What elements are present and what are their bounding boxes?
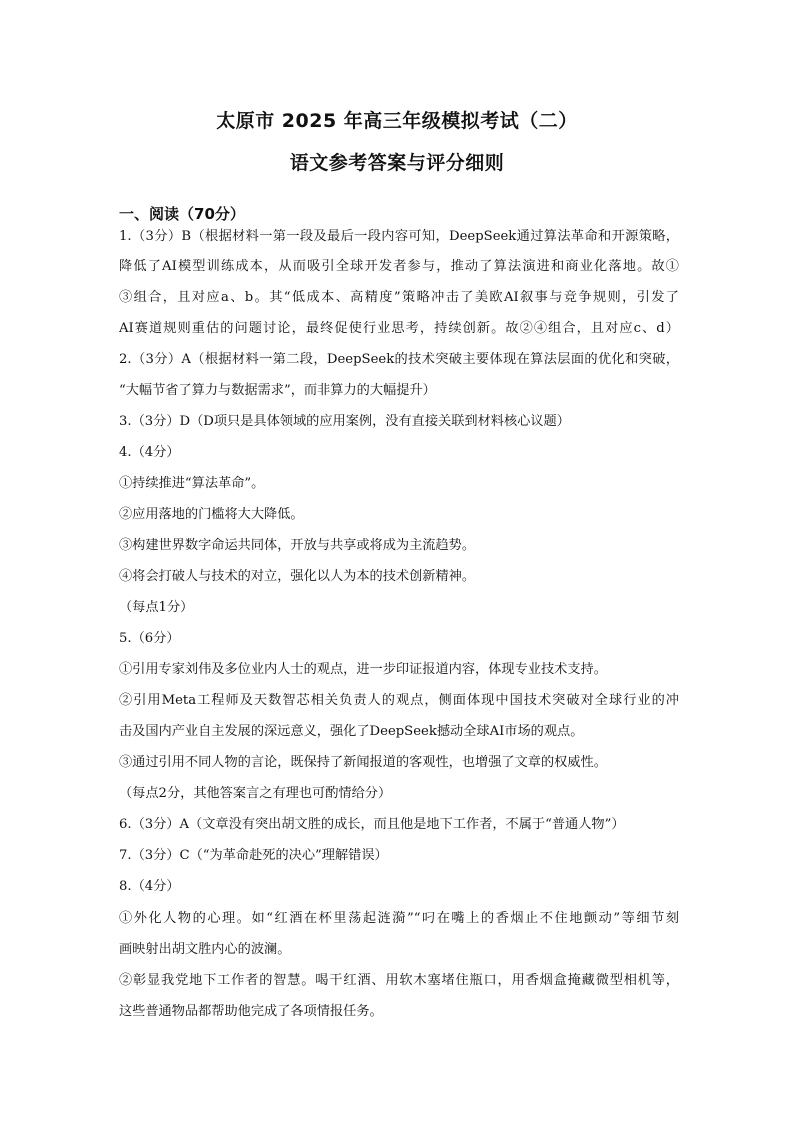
answer-line: 画映射出胡文胜内心的波澜。 [119,942,291,957]
answer-line: ②引用Meta工程师及天数智芯相关负责人的观点，侧面体现中国技术突破对全球行业的冲 [119,693,679,708]
answer-line: ③组合，且对应a、b。其“低成本、高精度”策略冲击了美欧AI叙事与竞争规则，引发了 [119,290,679,305]
answer-line: （每点2分，其他答案言之有理也可酌情给分） [119,786,392,801]
answer-line: “大幅节省了算力与数据需求”，而非算力的大幅提升） [119,383,436,398]
answer-line: 8.（4分） [119,879,180,894]
answer-line: ③通过引用不同人物的言论，既保持了新闻报道的客观性，也增强了文章的权威性。 [119,755,607,770]
answer-line: AI赛道规则重估的问题讨论，最终促使行业思考，持续创新。故②④组合，且对应c、d） [119,321,679,336]
answer-line: 6.（3分）A（文章没有突出胡文胜的成长，而且他是地下工作者，不属于“普通人物”） [119,817,625,832]
answer-line: 5.（6分） [119,631,180,646]
answer-line: 4.（4分） [119,445,180,460]
answer-line: 降低了AI模型训练成本，从而吸引全球开发者参与，推动了算法演进和商业化落地。故① [119,259,679,274]
document-subtitle: 语文参考答案与评分细则 [289,152,505,174]
answer-line: ③构建世界数字命运共同体，开放与共享或将成为主流趋势。 [119,538,476,553]
answer-line: ②彰显我党地下工作者的智慧。喝干红酒、用软木塞堵住瓶口，用香烟盒掩藏微型相机等， [119,973,679,988]
answer-line: （每点1分） [119,600,194,615]
answer-line: ①外化人物的心理。如“红酒在杯里荡起涟漪”“叼在嘴上的香烟止不住地颤动”等细节刻 [119,911,679,926]
answer-line: 7.（3分）C（“为革命赴死的决心”理解错误） [119,848,388,863]
answer-line: 1.（3分）B（根据材料一第一段及最后一段内容可知，DeepSeek通过算法革命和开源策略， [119,229,679,244]
answer-line: 2.（3分）A（根据材料一第二段，DeepSeek的技术突破主要体现在算法层面的优化和突破， [119,352,679,367]
answer-line: ①引用专家刘伟及多位业内人士的观点，进一步印证报道内容，体现专业技术支持。 [119,662,607,677]
document-title: 太原市 2025 年高三年级模拟考试（二） [216,110,578,132]
answer-line: ①持续推进“算法革命”。 [119,476,265,491]
answer-line: 3.（3分）D（D项只是具体领域的应用案例，没有直接关联到材料核心议题） [119,414,570,429]
answer-line: 击及国内产业自主发展的深远意义，强化了DeepSeek撼动全球AI市场的观点。 [119,724,584,739]
section-heading-reading: 一、阅读（70分） [119,205,245,223]
answer-line: ④将会打破人与技术的对立，强化以人为本的技术创新精神。 [119,569,476,584]
answer-line: ②应用落地的门槛将大大降低。 [119,507,304,522]
answer-line: 这些普通物品都帮助他完成了各项情报任务。 [119,1004,383,1019]
